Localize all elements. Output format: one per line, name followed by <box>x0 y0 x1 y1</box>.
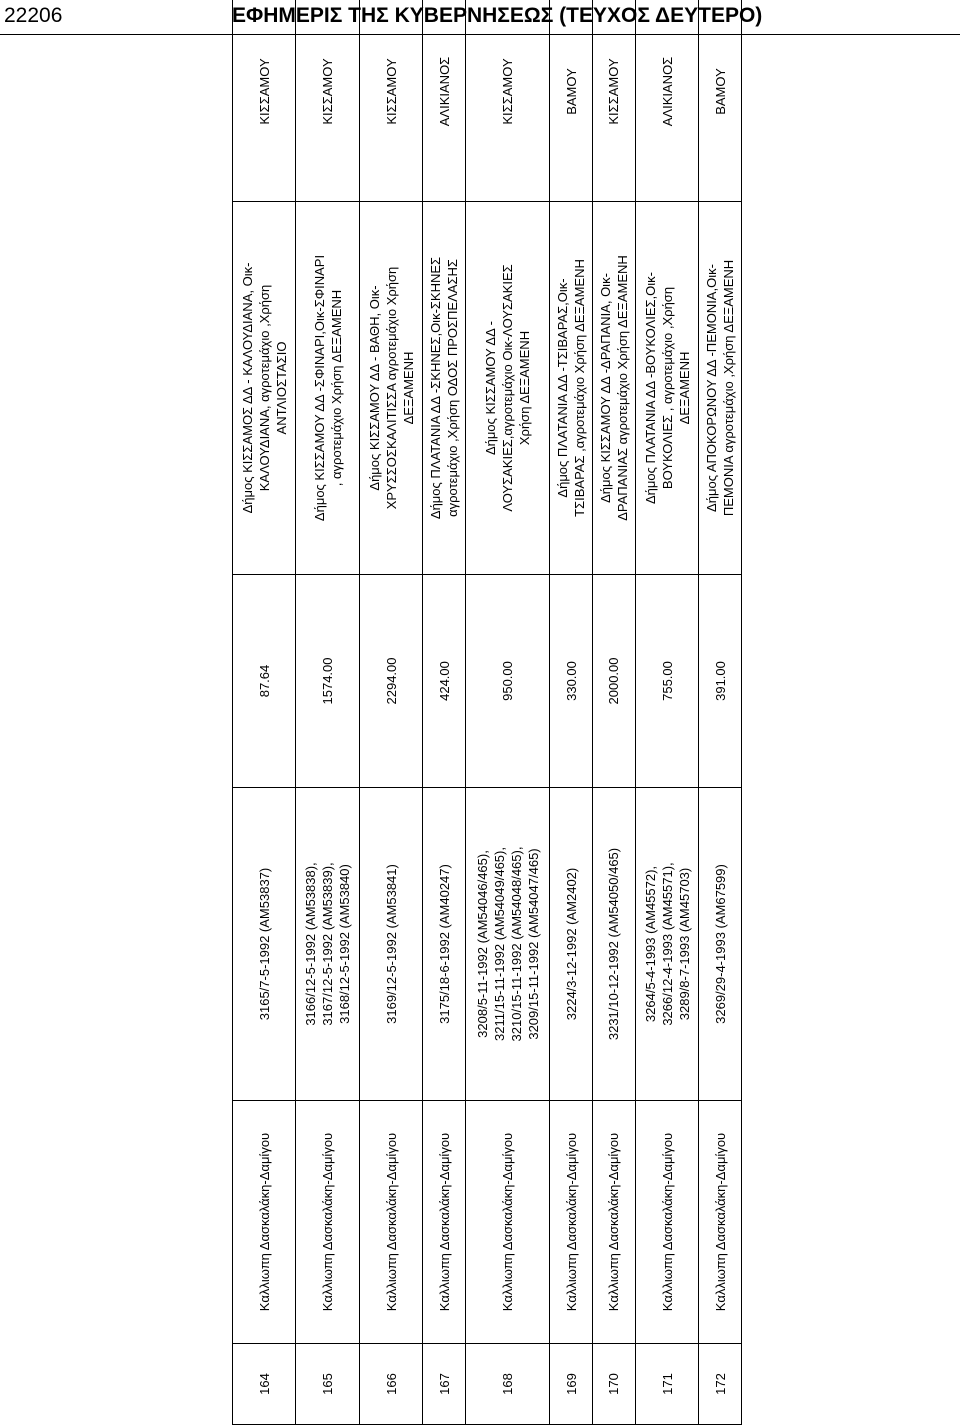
description-line: ΔΡΑΠΑΝΙΑΣ αγροτεμάχιο Χρήση ΔΕΞΑΜΕΝΗ <box>614 255 630 521</box>
description-cell <box>635 202 698 575</box>
row-number-cell <box>233 1344 296 1425</box>
quantity-cell <box>635 575 698 788</box>
quantity-cell <box>423 575 466 788</box>
municipality-text: ΑΛΙΚΙΑΝΟΣ <box>436 56 452 127</box>
quantity-cell <box>233 575 296 788</box>
permits-line: 3175/18-6-1992 (ΑΜ40247) <box>436 864 452 1024</box>
quantity-text: 755.00 <box>659 661 675 701</box>
row-number-cell <box>635 1344 698 1425</box>
row-number-text: 170 <box>606 1373 622 1395</box>
owner-cell <box>359 1101 422 1344</box>
table-row <box>233 0 296 1425</box>
row-number-cell <box>699 1344 742 1425</box>
row-number-text: 166 <box>383 1373 399 1395</box>
municipality-cell <box>699 0 742 202</box>
description-line: ΔΕΞΑΜΕΝΗ <box>676 351 692 425</box>
quantity-text: 950.00 <box>500 661 516 701</box>
quantity-cell <box>359 575 422 788</box>
description-cell <box>359 202 422 575</box>
records-table <box>232 0 742 1425</box>
permits-line: 3289/8-7-1993 (ΑΜ45703) <box>676 867 692 1021</box>
table-row <box>593 0 636 1425</box>
quantity-text: 87.64 <box>256 664 272 698</box>
row-number-text: 165 <box>320 1373 336 1395</box>
permits-line: 3169/12-5-1992 (ΑΜ53841) <box>383 864 399 1024</box>
permits-line: 3167/12-5-1992 (ΑΜ53839), <box>320 862 336 1026</box>
permits-cell <box>550 788 593 1101</box>
owner-text: Καλλιωπη Δασκαλάκη-Δαμίγου <box>320 1132 336 1312</box>
permits-cell <box>635 788 698 1101</box>
municipality-text: ΚΙΣΣΑΜΟΥ <box>500 58 516 125</box>
owner-text: Καλλιωπη Δασκαλάκη-Δαμίγου <box>256 1132 272 1312</box>
table-row <box>635 0 698 1425</box>
owner-cell <box>466 1101 550 1344</box>
owner-text: Καλλιωπη Δασκαλάκη-Δαμίγου <box>563 1132 579 1312</box>
description-line: αγροτεμάχιο ,Χρήση ΟΔΟΣ ΠΡΟΣΠΕΛΑΣΗΣ <box>445 259 461 517</box>
description-cell <box>423 202 466 575</box>
owner-cell <box>296 1101 359 1344</box>
page-title: ΕΦΗΜΕΡΙΣ ΤΗΣ ΚΥΒΕΡΝΗΣΕΩΣ (ΤΕΥΧΟΣ ΔΕΥΤΕΡΟ) <box>232 4 763 27</box>
description-line: ΔΕΞΑΜΕΝΗ <box>400 351 416 425</box>
description-line: Δήμος ΠΛΑΤΑΝΙΑ ΔΔ -ΤΣΙΒΑΡΑΣ,Οικ- <box>555 278 571 498</box>
records-table-rotated <box>232 56 742 1425</box>
quantity-cell <box>699 575 742 788</box>
description-cell <box>593 202 636 575</box>
owner-cell <box>423 1101 466 1344</box>
row-number-text: 169 <box>563 1373 579 1395</box>
table-row <box>466 0 550 1425</box>
description-cell <box>699 202 742 575</box>
quantity-text: 2294.00 <box>383 657 399 705</box>
municipality-text: ΚΙΣΣΑΜΟΥ <box>606 58 622 125</box>
permits-line: 3165/7-5-1992 (ΑΜ53837) <box>256 867 272 1021</box>
description-line: , αγροτεμάχιο Χρήση ΔΕΞΑΜΕΝΗ <box>328 289 344 487</box>
owner-cell <box>233 1101 296 1344</box>
row-number-text: 164 <box>256 1373 272 1395</box>
municipality-text: ΑΛΙΚΙΑΝΟΣ <box>659 56 675 127</box>
permits-line: 3210/15-11-1992 (ΑΜ54048/465), <box>508 846 524 1042</box>
description-line: Δήμος ΠΛΑΤΑΝΙΑ ΔΔ -ΣΚΗΝΕΣ,Οικ-ΣΚΗΝΕΣ <box>428 256 444 520</box>
permits-line: 3264/5-4-1993 (ΑΜ45572), <box>642 865 658 1023</box>
description-line: Δήμος ΑΠΟΚΟΡΩΝΟΥ ΔΔ -ΠΕΜΟΝΙΑ,Οικ- <box>704 264 720 512</box>
municipality-cell <box>635 0 698 202</box>
table-row <box>296 0 359 1425</box>
description-line: ΑΝΤΛΙΟΣΤΑΣΙΟ <box>273 341 289 435</box>
owner-text: Καλλιωπη Δασκαλάκη-Δαμίγου <box>500 1132 516 1312</box>
owner-cell <box>550 1101 593 1344</box>
owner-text: Καλλιωπη Δασκαλάκη-Δαμίγου <box>712 1132 728 1312</box>
records-body <box>233 0 742 1425</box>
municipality-text: ΚΙΣΣΑΜΟΥ <box>320 58 336 125</box>
quantity-text: 2000.00 <box>606 657 622 705</box>
quantity-cell <box>296 575 359 788</box>
quantity-cell <box>466 575 550 788</box>
permits-cell <box>359 788 422 1101</box>
description-line: Χρήση ΔΕΞΑΜΕΝΗ <box>517 330 533 446</box>
description-line: ΧΡΥΣΣΟΣΚΑΛΙΤΙΣΣΑ αγροτεμάχιο Χρήση <box>383 266 399 510</box>
description-cell <box>550 202 593 575</box>
quantity-cell <box>550 575 593 788</box>
permits-line: 3208/5-11-1992 (ΑΜ54046/465), <box>474 850 490 1038</box>
permits-cell <box>423 788 466 1101</box>
table-row <box>699 0 742 1425</box>
municipality-cell <box>296 0 359 202</box>
page-number: 22206 <box>4 4 63 27</box>
description-line: Δήμος ΠΛΑΤΑΝΙΑ ΔΔ -ΒΟΥΚΟΛΙΕΣ,Οικ- <box>642 272 658 505</box>
table-row <box>359 0 422 1425</box>
quantity-text: 330.00 <box>563 661 579 701</box>
owner-cell <box>593 1101 636 1344</box>
description-cell <box>233 202 296 575</box>
quantity-text: 391.00 <box>712 661 728 701</box>
description-line: Δήμος ΚΙΣΣΑΜΟΥ ΔΔ - ΒΑΘΗ, Οικ- <box>366 285 382 491</box>
permits-line: 3266/12-4-1993 (ΑΜ45571), <box>659 862 675 1026</box>
description-line: Δήμος ΚΙΣΣΑΜΟΣ ΔΔ - ΚΑΛΟΥΔΙΑΝΑ, Οικ- <box>239 262 255 514</box>
row-number-cell <box>296 1344 359 1425</box>
permits-cell <box>233 788 296 1101</box>
description-line: Δήμος ΚΙΣΣΑΜΟΥ ΔΔ -ΣΦΙΝΑΡΙ,Οικ-ΣΦΙΝΑΡΙ <box>311 254 327 522</box>
table-row <box>550 0 593 1425</box>
permits-line: 3168/12-5-1992 (ΑΜ53840) <box>337 864 353 1024</box>
owner-text: Καλλιωπη Δασκαλάκη-Δαμίγου <box>436 1132 452 1312</box>
permits-cell <box>296 788 359 1101</box>
owner-cell <box>635 1101 698 1344</box>
row-number-text: 167 <box>436 1373 452 1395</box>
owner-cell <box>699 1101 742 1344</box>
permits-cell <box>593 788 636 1101</box>
permits-line: 3269/29-4-1993 (ΑΜ67599) <box>712 864 728 1024</box>
owner-text: Καλλιωπη Δασκαλάκη-Δαμίγου <box>383 1132 399 1312</box>
row-number-text: 172 <box>712 1373 728 1395</box>
municipality-cell <box>466 0 550 202</box>
permits-cell <box>466 788 550 1101</box>
table-row <box>423 0 466 1425</box>
description-cell <box>466 202 550 575</box>
municipality-text: ΒΑΜΟΥ <box>712 68 728 115</box>
quantity-text: 1574.00 <box>320 657 336 705</box>
municipality-cell <box>359 0 422 202</box>
municipality-cell <box>423 0 466 202</box>
row-number-cell <box>423 1344 466 1425</box>
owner-text: Καλλιωπη Δασκαλάκη-Δαμίγου <box>606 1132 622 1312</box>
description-line: ΒΟΥΚΟΛΙΕΣ , αγροτεμάχιο ,Χρήση <box>659 286 675 490</box>
row-number-text: 168 <box>500 1373 516 1395</box>
row-number-cell <box>550 1344 593 1425</box>
permits-line: 3231/10-12-1992 (ΑΜ54050/465) <box>606 847 622 1041</box>
description-line: Δήμος ΚΙΣΣΑΜΟΥ ΔΔ - <box>483 321 499 455</box>
row-number-cell <box>466 1344 550 1425</box>
permits-line: 3211/15-11-1992 (ΑΜ54049/465), <box>491 847 507 1041</box>
description-line: ΤΣΙΒΑΡΑΣ ,αγροτεμάχιο Χρήση ΔΕΞΑΜΕΝΗ <box>572 259 588 517</box>
row-number-cell <box>359 1344 422 1425</box>
permits-line: 3166/12-5-1992 (ΑΜ53838), <box>303 862 319 1026</box>
municipality-cell <box>593 0 636 202</box>
description-line: Δήμος ΚΙΣΣΑΜΟΥ ΔΔ -ΔΡΑΠΑΝΙΑ, Οικ- <box>597 273 613 503</box>
permits-line: 3209/15-11-1992 (ΑΜ54047/465) <box>525 848 541 1040</box>
municipality-text: ΚΙΣΣΑΜΟΥ <box>383 58 399 125</box>
municipality-text: ΚΙΣΣΑΜΟΥ <box>256 58 272 125</box>
owner-text: Καλλιωπη Δασκαλάκη-Δαμίγου <box>659 1132 675 1312</box>
description-line: ΛΟΥΣΑΚΙΕΣ,αγροτεμάχιο Οικ-ΛΟΥΣΑΚΙΕΣ <box>500 264 516 512</box>
row-number-cell <box>593 1344 636 1425</box>
permits-cell <box>699 788 742 1101</box>
municipality-cell <box>233 0 296 202</box>
quantity-cell <box>593 575 636 788</box>
permits-line: 3224/3-12-1992 (ΑΜ2402) <box>563 867 579 1021</box>
municipality-cell <box>550 0 593 202</box>
description-cell <box>296 202 359 575</box>
description-line: ΠΕΜΟΝΙΑ αγροτεμάχιο ,Χρήση ΔΕΞΑΜΕΝΗ <box>721 259 737 517</box>
description-line: ΚΑΛΟΥΔΙΑΝΑ, αγροτεμάχιο ,Χρήση <box>256 284 272 492</box>
row-number-text: 171 <box>659 1373 675 1395</box>
quantity-text: 424.00 <box>436 661 452 701</box>
municipality-text: ΒΑΜΟΥ <box>563 68 579 115</box>
